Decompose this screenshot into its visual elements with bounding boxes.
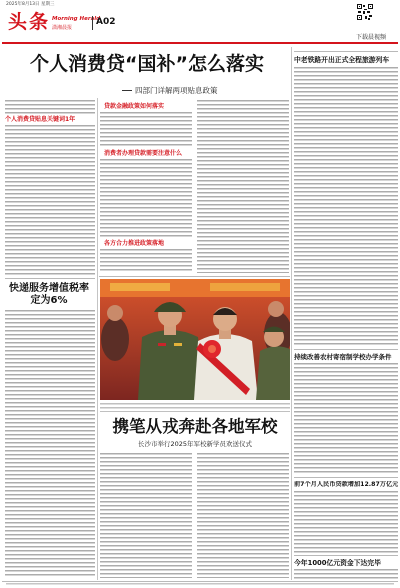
footer-rule — [2, 581, 398, 582]
brief-headline: 前7个月人民币贷款增加12.87万亿元 — [294, 481, 398, 488]
brief-headline: 中老铁路开出正式全程旅游列车 — [294, 56, 390, 64]
article-body-text — [100, 112, 192, 148]
logo-divider — [92, 16, 93, 30]
article-body-text — [5, 125, 95, 275]
story-divider — [294, 51, 398, 52]
article-body-text — [5, 310, 95, 578]
newspaper-logo-en: Morning Herald — [52, 16, 101, 22]
lead-subhead: 个人消费贷贴息关键词1年 — [5, 116, 76, 123]
photo-story-headline: 携笔从戎奔赴各地军校 — [112, 417, 278, 436]
column-divider — [97, 98, 98, 580]
story-divider — [294, 555, 398, 556]
page-number: A02 — [96, 17, 116, 27]
section-title: 头条 — [8, 11, 51, 33]
brief-headline: 今年1000亿元资金下达完毕 — [294, 559, 381, 567]
newspaper-logo-cn: 潇湘晨报 — [52, 25, 73, 31]
article-body-text — [197, 453, 289, 578]
lead-subhead: 贷款金融政策如何落实 — [104, 103, 165, 110]
deck-dash — [122, 90, 132, 91]
photo-caption-text — [100, 403, 290, 412]
article-body-text — [294, 491, 398, 553]
article-body-text — [5, 100, 95, 114]
lead-subhead: 消费者办理贷款需要注意什么 — [104, 150, 183, 157]
lead-deck: 四部门详解两项贴息政策 — [135, 86, 218, 95]
story-divider — [294, 349, 398, 350]
story-divider — [294, 477, 398, 478]
military-farewell-photo — [100, 279, 290, 400]
photo-story-deck: 长沙市举行2025年军校新学员欢送仪式 — [137, 440, 253, 448]
story-divider — [5, 278, 95, 279]
lead-headline: 个人消费贷“国补”怎么落实 — [30, 53, 264, 75]
article-body-text — [100, 453, 192, 578]
story-divider — [99, 276, 290, 277]
qr-code-icon — [357, 4, 373, 20]
article-body-text — [100, 249, 192, 273]
masthead-rule — [2, 42, 398, 44]
lead-subhead: 各方合力推进政策落地 — [104, 240, 165, 247]
app-download-label: 下载晨视频 — [356, 34, 387, 41]
article-body-text — [294, 67, 398, 347]
article-body-text — [294, 363, 398, 475]
brief-headline: 持续改善农村寄宿制学校办学条件 — [294, 353, 392, 361]
article-body-text — [197, 100, 289, 273]
issue-date: 2025年8月13日 星期三 — [6, 2, 55, 7]
article-body-text — [100, 159, 192, 238]
article-body-text — [294, 569, 398, 579]
column-divider — [291, 47, 292, 580]
left-story-headline: 快递服务增值税率定为6% — [9, 283, 89, 306]
footer-text — [6, 583, 394, 586]
